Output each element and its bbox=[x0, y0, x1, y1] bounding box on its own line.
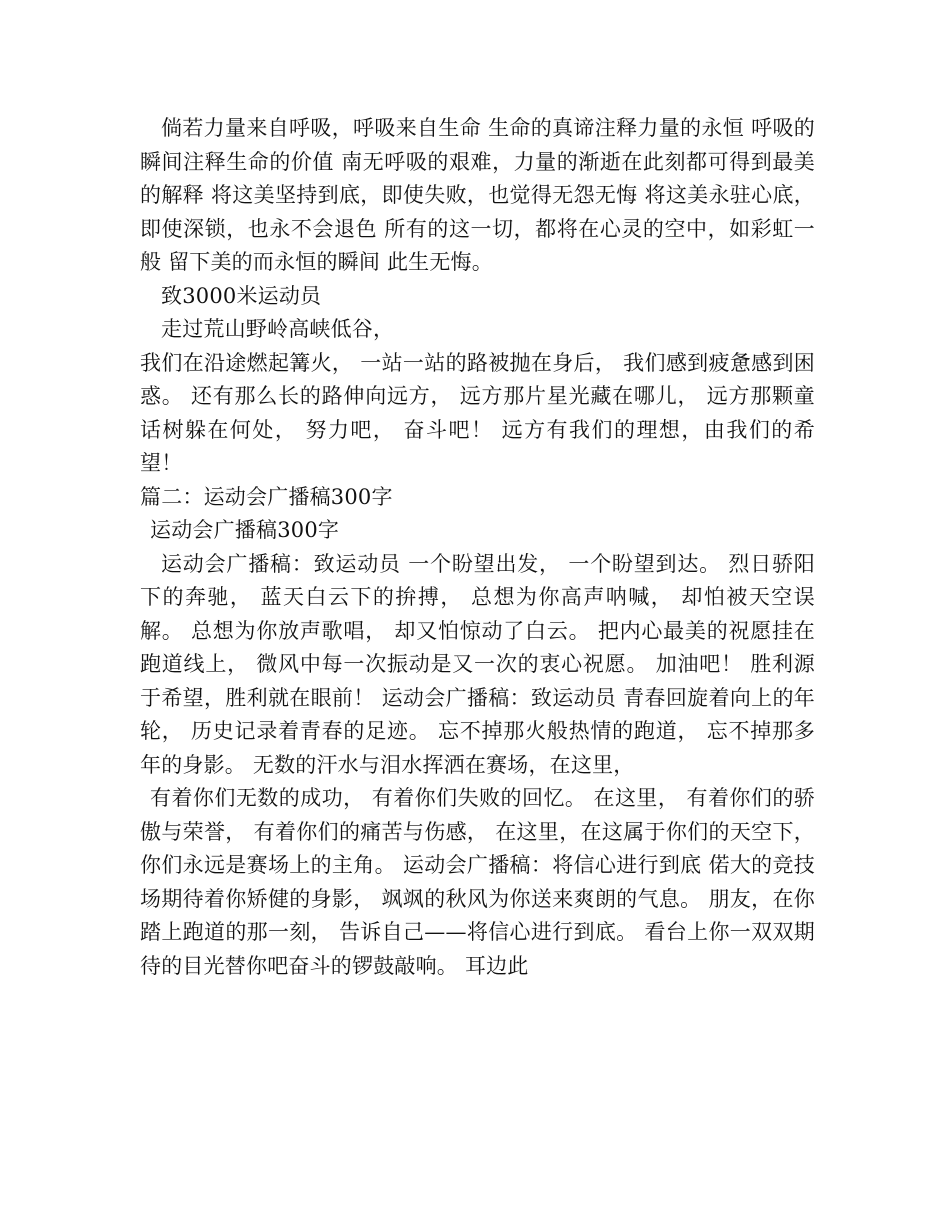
title-3000m-runners: 致3000米运动员 bbox=[161, 283, 322, 308]
broadcast-paragraph-2: 有着你们无数的成功， 有着你们失败的回忆。 在这里， 有着你们的骄傲与荣誉， 有着你们的痛苦与伤感， 在这里，在这属于你们的天空下， 你们永远是赛场上的主角。 运动会广播稿：将信心进行到底 偌大的竞技场期待着你矫健的身影， 飒飒的秋风为你送来爽朗的气息。 朋友，在你踏上跑道的那一刻， 告诉自己——将信心进行到底。 看台上你一双双期待的目光替你吧奋斗的锣鼓敲响。 耳边此 bbox=[140, 786, 815, 978]
document-body bbox=[140, 112, 815, 983]
section-2-heading: 篇二：运动会广播稿300字 bbox=[140, 484, 393, 509]
poem-breath-paragraph: 倘若力量来自呼吸，呼吸来自生命 生命的真谛注释力量的永恒 呼吸的瞬间注释生命的价值 南无呼吸的艰难，力量的渐逝在此刻都可得到最美的解释 将这美坚持到底，即使失败，也觉得无怨无悔 将这美永驻心底，即使深锁，也永不会退色 所有的这一切，都将在心灵的空中，如彩虹一般 留下美的而永恒的瞬间 此生无悔。 bbox=[140, 116, 815, 274]
poem-3000m-first-line: 走过荒山野岭高峡低谷， bbox=[161, 317, 395, 341]
poem-3000m-body: 我们在沿途燃起篝火， 一站一站的路被抛在身后， 我们感到疲惫感到困惑。 还有那么长的路伸向远方， 远方那片星光藏在哪儿， 远方那颗童话树躲在何处， 努力吧， 奋斗吧！ 远方有我们的理想，由我们的希望！ bbox=[140, 350, 815, 475]
broadcast-paragraph-1: 运动会广播稿：致运动员 一个盼望出发， 一个盼望到达。 烈日骄阳下的奔驰， 蓝天白云下的拚搏， 总想为你高声呐喊， 却怕被天空误解。 总想为你放声歌唱， 却又怕惊动了白云。 把内心最美的祝愿挂在跑道线上， 微风中每一次振动是又一次的衷心祝愿。 加油吧！ 胜利源于希望，胜利就在眼前！ 运动会广播稿：致运动员 青春回旋着向上的年轮， 历史记录着青春的足迹。 忘不掉那火般热情的跑道， 忘不掉那多年的身影。 无数的汗水与泪水挥洒在赛场，在这里， bbox=[140, 551, 815, 777]
section-2-subtitle: 运动会广播稿300字 bbox=[150, 518, 340, 542]
